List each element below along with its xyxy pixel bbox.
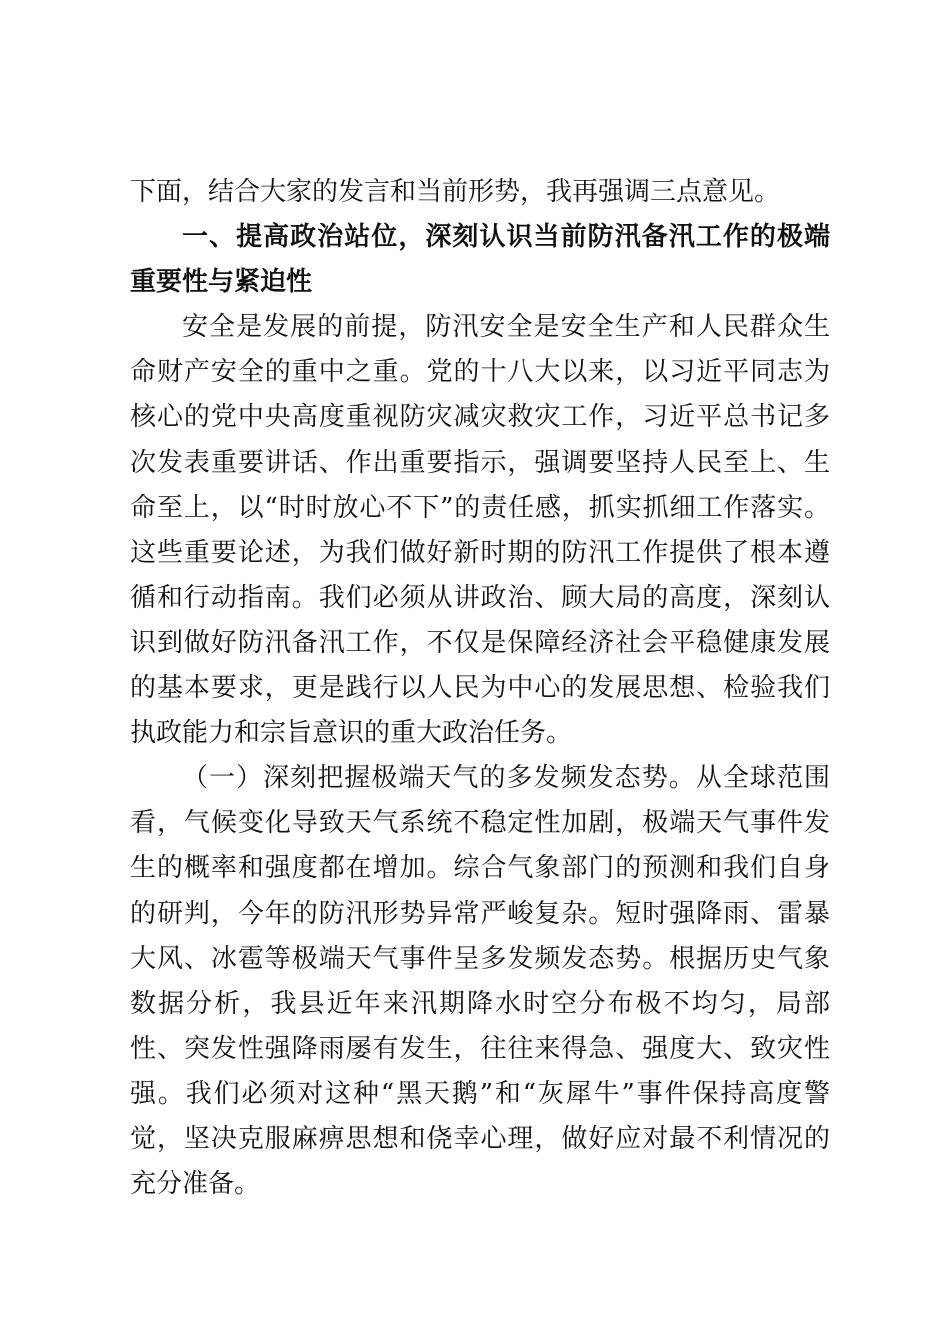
intro-paragraph: 下面，结合大家的发言和当前形势，我再强调三点意见。 (130, 177, 781, 207)
body-paragraph-2: （一）深刻把握极端天气的多发频发态势。从全球范围看，气候变化导致天气系统不稳定性加剧，极端天气事件发生的概率和强度都在增加。综合气象部门的预测和我们自身的研判，今年的防汛形势异常严峻复杂。短时强降雨、雷暴大风、冰雹等极端天气事件呈多发频发态势。根据历史气象数据分析，我县近年来汛期降水时空分布极不均匀，局部性、突发性强降雨屡有发生，往往来得急、强度大、致灾性强。我们必须对这种“黑天鹅”和“灰犀牛”事件保持高度警觉，坚决克服麻痹思想和侥幸心理，做好应对最不利情况的充分准备。 (130, 763, 830, 1200)
document-body (130, 170, 830, 1207)
section-heading-1: 一、提高政治站位，深刻认识当前防汛备汛工作的极端重要性与紧迫性 (130, 222, 830, 298)
body-paragraph-1: 安全是发展的前提，防汛安全是安全生产和人民群众生命财产安全的重中之重。党的十八大以来，以习近平同志为核心的党中央高度重视防灾减灾救灾工作，习近平总书记多次发表重要讲话、作出重要指示，强调要坚持人民至上、生命至上，以“时时放心不下”的责任感，抓实抓细工作落实。这些重要论述，为我们做好新时期的防汛工作提供了根本遵循和行动指南。我们必须从讲政治、顾大局的高度，深刻认识到做好防汛备汛工作，不仅是保障经济社会平稳健康发展的基本要求，更是践行以人民为中心的发展思想、检验我们执政能力和宗旨意识的重大政治任务。 (130, 312, 830, 749)
